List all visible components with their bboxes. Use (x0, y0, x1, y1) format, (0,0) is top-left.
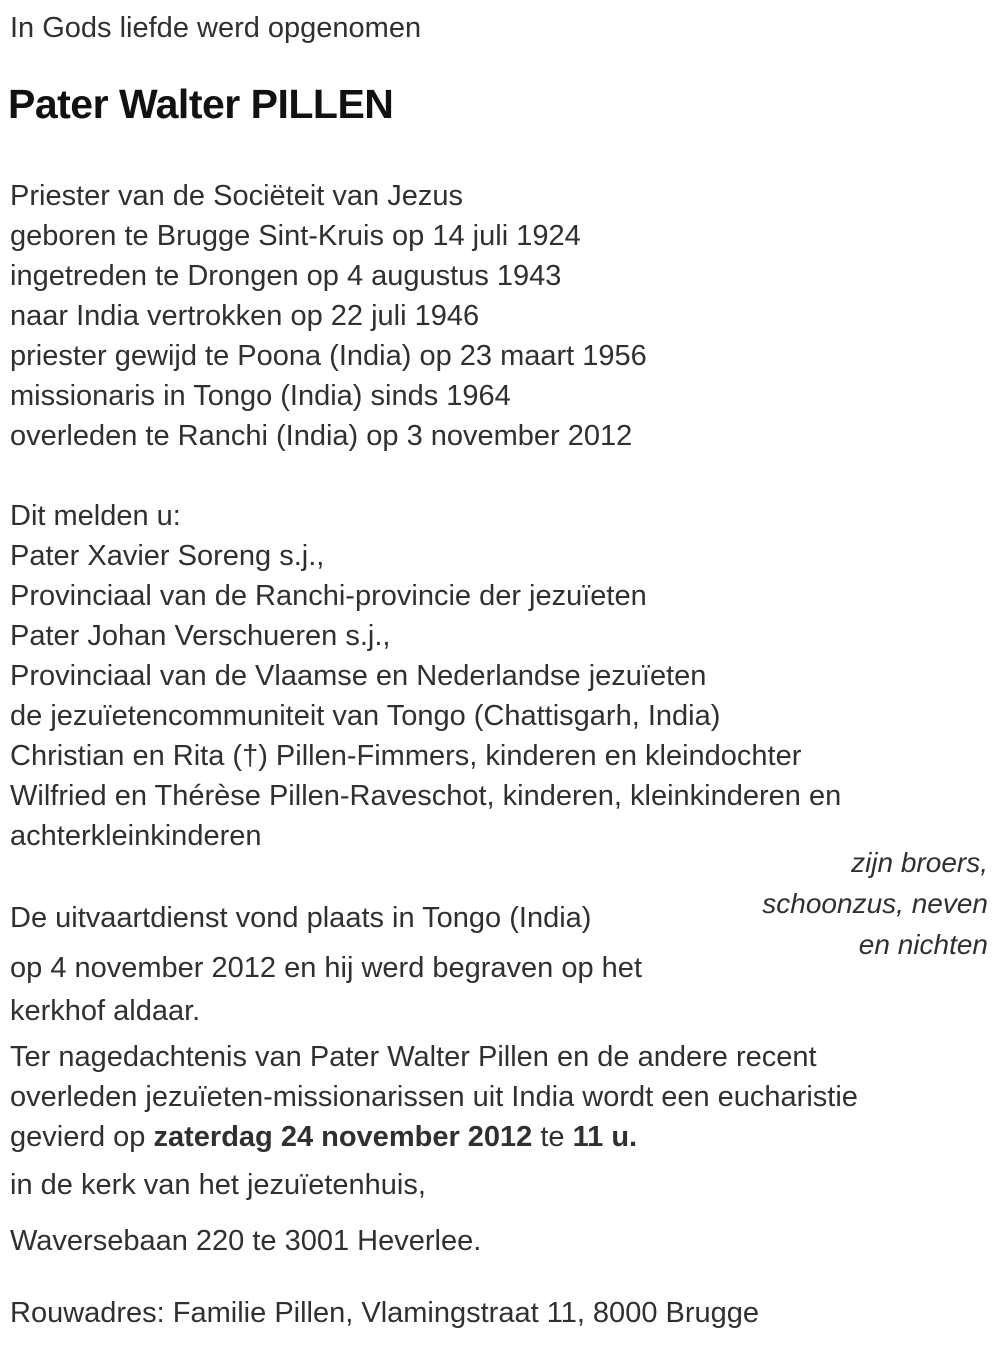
announcement-line: Christian en Rita (†) Pillen-Fimmers, kinderen en kleindochter (10, 740, 802, 772)
mourning-address-line: Rouwadres: Familie Pillen, Vlamingstraat 11, 8000 Brugge (10, 1297, 760, 1329)
announcement-line: achterkleinkinderen (10, 820, 262, 852)
funeral-line: kerkhof aldaar. (10, 995, 201, 1027)
address-line: Waversebaan 220 te 3001 Heverlee. (10, 1225, 482, 1257)
relatives-note-line: en nichten (858, 929, 988, 960)
life-events-paragraph (10, 176, 647, 456)
announcement-line: Pater Xavier Soreng s.j., (10, 540, 325, 572)
intro-line: In Gods liefde werd opgenomen (10, 12, 422, 44)
memorial-line (10, 1117, 637, 1157)
announcement-paragraph (10, 496, 841, 856)
life-event-line: naar India vertrokken op 22 juli 1946 (10, 300, 480, 332)
funeral-line: De uitvaartdienst vond plaats in Tongo (India) (10, 902, 592, 934)
life-event-line: Priester van de Sociëteit van Jezus (10, 180, 463, 212)
relatives-note-line: zijn broers, (851, 847, 988, 878)
memorial-line-prefix: gevierd op (10, 1121, 154, 1153)
announcement-line: Provinciaal van de Ranchi-provincie der jezuïeten (10, 580, 647, 612)
funeral-line: op 4 november 2012 en hij werd begraven op het (10, 952, 642, 984)
life-event-line: priester gewijd te Poona (India) op 23 maart 1956 (10, 340, 647, 372)
announcement-line: de jezuïetencommuniteit van Tongo (Chattisgarh, India) (10, 700, 721, 732)
announcement-line: Pater Johan Verschueren s.j., (10, 620, 391, 652)
church-line: in de kerk van het jezuïetenhuis, (10, 1169, 426, 1201)
memorial-date: zaterdag 24 november 2012 (153, 1121, 533, 1153)
memorial-line: Ter nagedachtenis van Pater Walter Pillen en de andere recent (10, 1041, 817, 1073)
memorial-line: overleden jezuïeten-missionarissen uit India wordt een eucharistie (10, 1081, 858, 1113)
announcement-line: Dit melden u: (10, 500, 181, 532)
memorial-time: 11 u. (572, 1121, 638, 1153)
life-event-line: ingetreden te Drongen op 4 augustus 1943 (10, 260, 562, 292)
deceased-name-title: Pater Walter PILLEN (8, 81, 394, 127)
life-event-line: missionaris in Tongo (India) sinds 1964 (10, 380, 511, 412)
memorial-line-connector: te (532, 1121, 573, 1153)
announcement-line: Provinciaal van de Vlaamse en Nederlandse jezuïeten (10, 660, 707, 692)
relatives-note (762, 842, 988, 965)
announcement-line: Wilfried en Thérèse Pillen-Raveschot, kinderen, kleinkinderen en (10, 780, 842, 812)
life-event-line: overleden te Ranchi (India) op 3 november 2012 (10, 420, 633, 452)
life-event-line: geboren te Brugge Sint-Kruis op 14 juli 1924 (10, 220, 581, 252)
relatives-note-line: schoonzus, neven (762, 888, 988, 919)
